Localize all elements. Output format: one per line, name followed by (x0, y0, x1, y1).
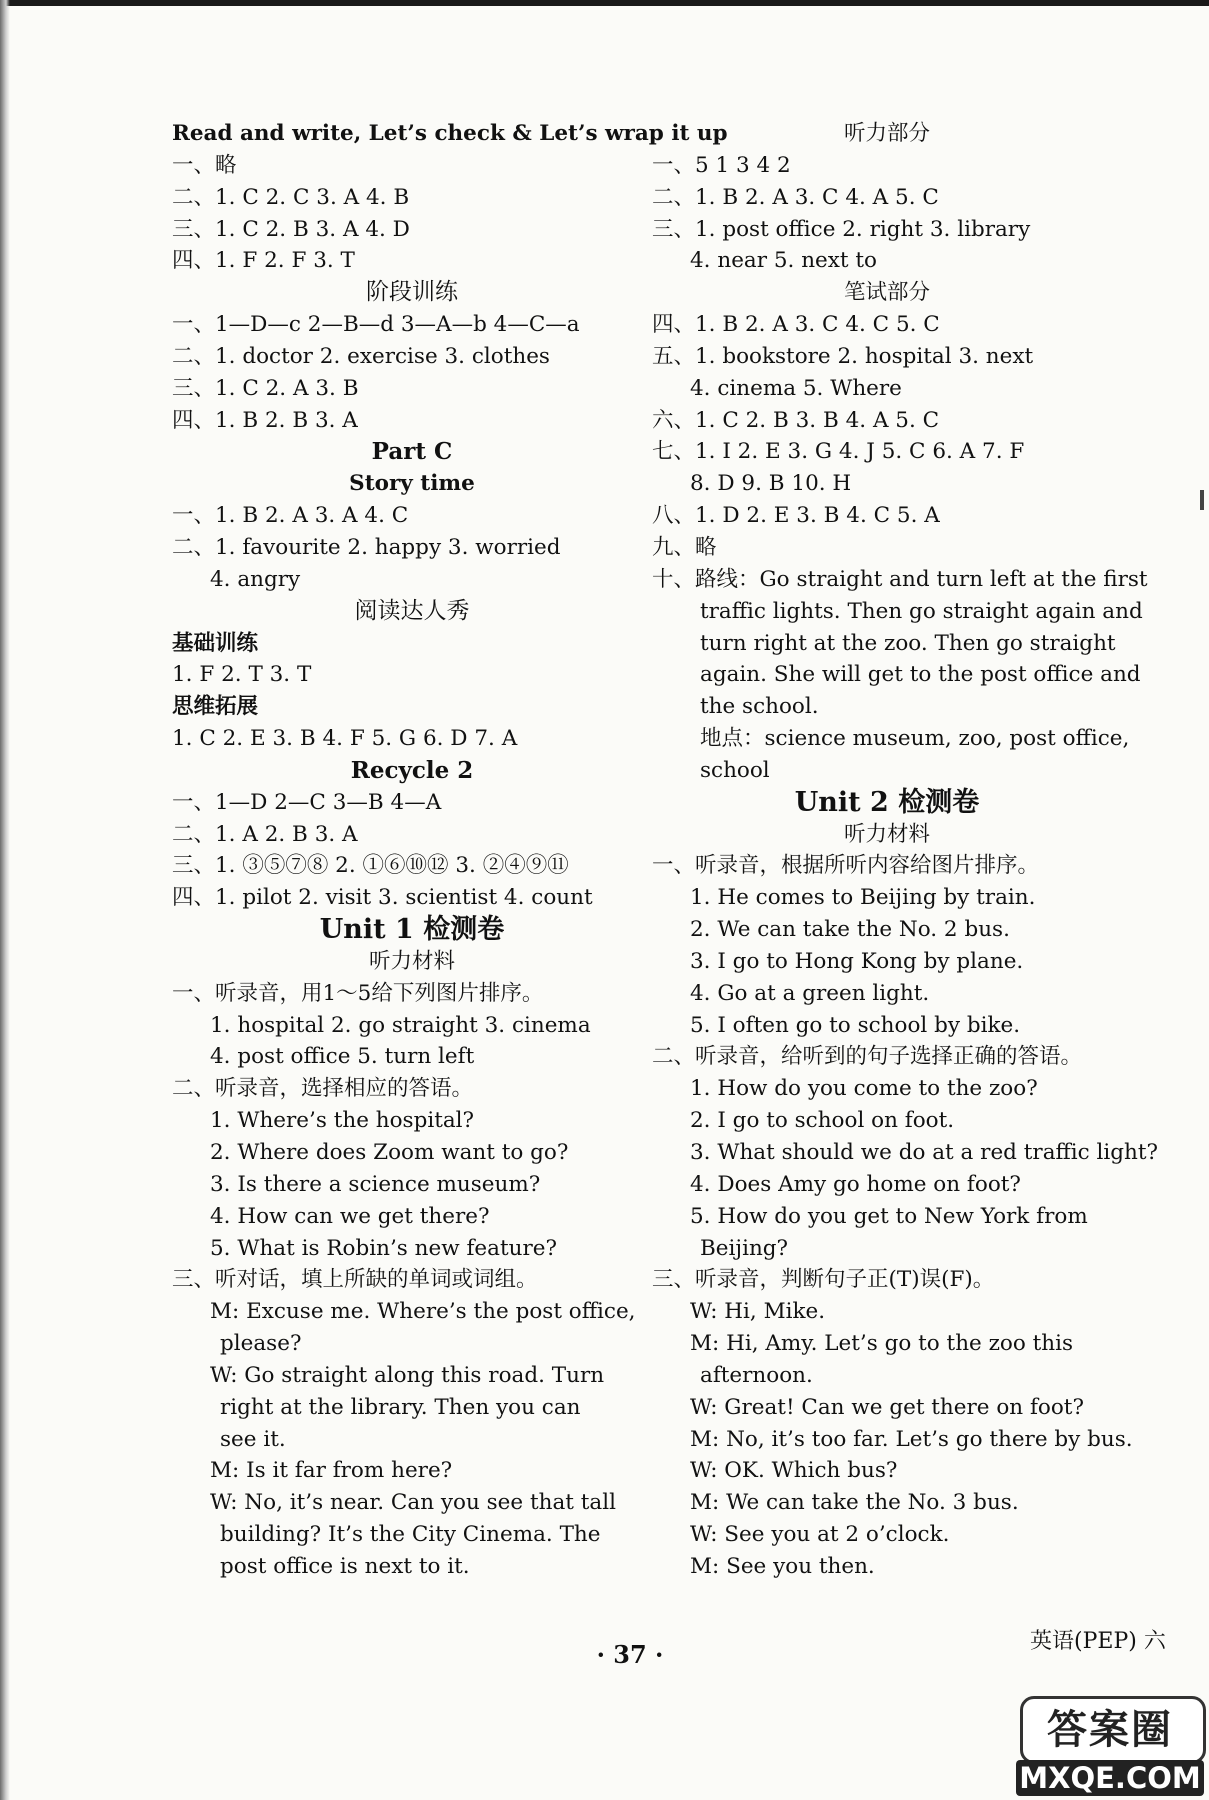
text-line: 三、听录音，判断句子正(T)误(F)。 (652, 1267, 995, 1293)
text-line: 1. F 2. T 3. T (172, 662, 312, 688)
text-line: 二、听录音，选择相应的答语。 (172, 1076, 474, 1102)
text-line: Part C (371, 438, 453, 466)
text-line: W: No, it’s near. Can you see that tall (210, 1490, 616, 1516)
text-line: 4. How can we get there? (210, 1203, 490, 1229)
page-top-edge (0, 0, 1209, 6)
text-line: 8. D 9. B 10. H (690, 471, 852, 497)
text-line: 基础训练 (172, 630, 259, 656)
text-line: 4. cinema 5. Where (690, 375, 902, 401)
text-line: 思维拓展 (172, 694, 259, 720)
text-line: 三、1. post office 2. right 3. library (652, 216, 1031, 242)
text-line: 4. Does Amy go home on foot? (690, 1171, 1021, 1197)
text-line: turn right at the zoo. Then go straight (700, 630, 1116, 656)
text-line: Unit 1 检测卷 (319, 914, 505, 946)
text-line: 二、听录音，给听到的句子选择正确的答语。 (652, 1044, 1083, 1070)
text-line: 1. C 2. E 3. B 4. F 5. G 6. D 7. A (172, 726, 518, 752)
text-line: 1. hospital 2. go straight 3. cinema (210, 1012, 591, 1038)
text-line: 一、1—D 2—C 3—B 4—A (172, 789, 442, 815)
text-line: 听力材料 (843, 821, 930, 847)
text-line: 九、略 (652, 534, 717, 560)
watermark-text: 答案圈 (1047, 1707, 1173, 1753)
text-line: again. She will get to the post office and (700, 662, 1141, 688)
text-line: 4. post office 5. turn left (210, 1044, 475, 1070)
text-line: 一、听录音，根据所听内容给图片排序。 (652, 853, 1040, 879)
text-line: 三、1. ③⑤⑦⑧ 2. ①⑥⑩⑫ 3. ②④⑨⑪ (172, 853, 569, 879)
page-left-edge (0, 0, 10, 1800)
text-line: 1. Where’s the hospital? (210, 1108, 475, 1134)
text-line: 二、1. A 2. B 3. A (172, 821, 358, 847)
text-line: 四、1. F 2. F 3. T (172, 248, 355, 274)
text-line: M: No, it’s too far. Let’s go there by bus. (690, 1426, 1133, 1452)
text-line: 一、略 (172, 152, 237, 178)
text-line: traffic lights. Then go straight again and (700, 598, 1143, 624)
text-line: 六、1. C 2. B 3. B 4. A 5. C (652, 407, 940, 433)
text-line: 1. He comes to Beijing by train. (690, 885, 1036, 911)
text-line: 一、1—D—c 2—B—d 3—A—b 4—C—a (172, 312, 580, 338)
text-line: Unit 2 检测卷 (794, 786, 980, 818)
text-line: 听力材料 (368, 948, 455, 974)
text-line: 4. angry (210, 566, 301, 592)
text-line: the school. (700, 694, 819, 720)
text-line: right at the library. Then you can (220, 1394, 581, 1420)
text-line: 一、1. B 2. A 3. A 4. C (172, 503, 409, 529)
subject-label: 英语(PEP) 六 (1030, 1629, 1166, 1654)
text-line: 3. What should we do at a red traffic light? (690, 1140, 1159, 1165)
watermark-logo (1016, 1690, 1204, 1798)
text-line: 八、1. D 2. E 3. B 4. C 5. A (652, 503, 940, 529)
text-line: 三、1. C 2. B 3. A 4. D (172, 216, 410, 242)
text-line: 四、1. B 2. A 3. C 4. C 5. C (652, 312, 940, 338)
text-line: W: OK. Which bus? (690, 1458, 898, 1484)
text-line: 2. We can take the No. 2 bus. (690, 917, 1010, 943)
text-line: 4. near 5. next to (690, 248, 877, 274)
text-line: 一、5 1 3 4 2 (652, 152, 791, 178)
text-line: 三、1. C 2. A 3. B (172, 375, 359, 401)
text-line: 笔试部分 (843, 280, 930, 306)
text-line: afternoon. (700, 1362, 813, 1388)
text-line: 阅读达人秀 (354, 597, 470, 624)
text-line: M: Excuse me. Where’s the post office, (210, 1299, 636, 1325)
text-line: W: Go straight along this road. Turn (210, 1362, 605, 1388)
right-column (652, 118, 1159, 1583)
text-line: 七、1. I 2. E 3. G 4. J 5. C 6. A 7. F (652, 439, 1025, 465)
text-line: 3. I go to Hong Kong by plane. (690, 948, 1024, 974)
text-line: 二、1. doctor 2. exercise 3. clothes (172, 343, 550, 369)
text-line: 二、1. C 2. C 3. A 4. B (172, 184, 410, 210)
text-line: 十、路线：Go straight and turn left at the first (652, 566, 1148, 592)
text-line: 四、1. pilot 2. visit 3. scientist 4. count (172, 885, 593, 911)
text-line: M: Is it far from here? (210, 1458, 453, 1484)
text-line: see it. (220, 1426, 286, 1452)
text-line: Recycle 2 (350, 756, 474, 784)
text-line: 二、1. favourite 2. happy 3. worried (172, 534, 561, 560)
text-line: post office is next to it. (220, 1553, 470, 1579)
text-line: 3. Is there a science museum? (210, 1171, 541, 1197)
text-line: 五、1. bookstore 2. hospital 3. next (652, 343, 1034, 369)
text-line: please? (220, 1331, 302, 1357)
text-line: M: See you then. (690, 1553, 875, 1579)
page-number: · 37 · (596, 1640, 664, 1669)
text-line: 阶段训练 (366, 279, 458, 306)
text-line: 4. Go at a green light. (690, 980, 930, 1006)
text-line: 2. Where does Zoom want to go? (210, 1140, 569, 1165)
text-line: building? It’s the City Cinema. The (220, 1522, 601, 1548)
text-line: 三、听对话，填上所缺的单词或词组。 (172, 1267, 538, 1293)
text-line: 5. What is Robin’s new feature? (210, 1235, 557, 1261)
text-line: W: Great! Can we get there on foot? (690, 1394, 1084, 1420)
text-line: school (700, 757, 770, 783)
text-line: M: We can take the No. 3 bus. (690, 1490, 1019, 1516)
watermark-url: MXQE.COM (1016, 1760, 1204, 1796)
text-line: 一、听录音，用1～5给下列图片排序。 (172, 980, 544, 1006)
text-line: M: Hi, Amy. Let’s go to the zoo this (690, 1331, 1074, 1357)
text-line: 听力部分 (843, 121, 930, 146)
text-line: 二、1. B 2. A 3. C 4. A 5. C (652, 184, 939, 210)
text-line: Read and write, Let’s check & Let’s wrap it up (172, 121, 728, 146)
text-line: 地点：science museum, zoo, post office, (700, 726, 1130, 752)
text-line: W: See you at 2 o’clock. (690, 1522, 950, 1548)
text-line: 四、1. B 2. B 3. A (172, 407, 358, 433)
text-line: 2. I go to school on foot. (690, 1108, 955, 1134)
text-line: 5. How do you get to New York from (690, 1203, 1088, 1229)
text-line: Beijing? (700, 1235, 789, 1261)
text-line: W: Hi, Mike. (690, 1299, 826, 1325)
text-line: 1. How do you come to the zoo? (690, 1076, 1038, 1102)
scan-mark (1200, 490, 1204, 510)
text-line: Story time (349, 471, 475, 497)
text-line: 5. I often go to school by bike. (690, 1012, 1021, 1038)
